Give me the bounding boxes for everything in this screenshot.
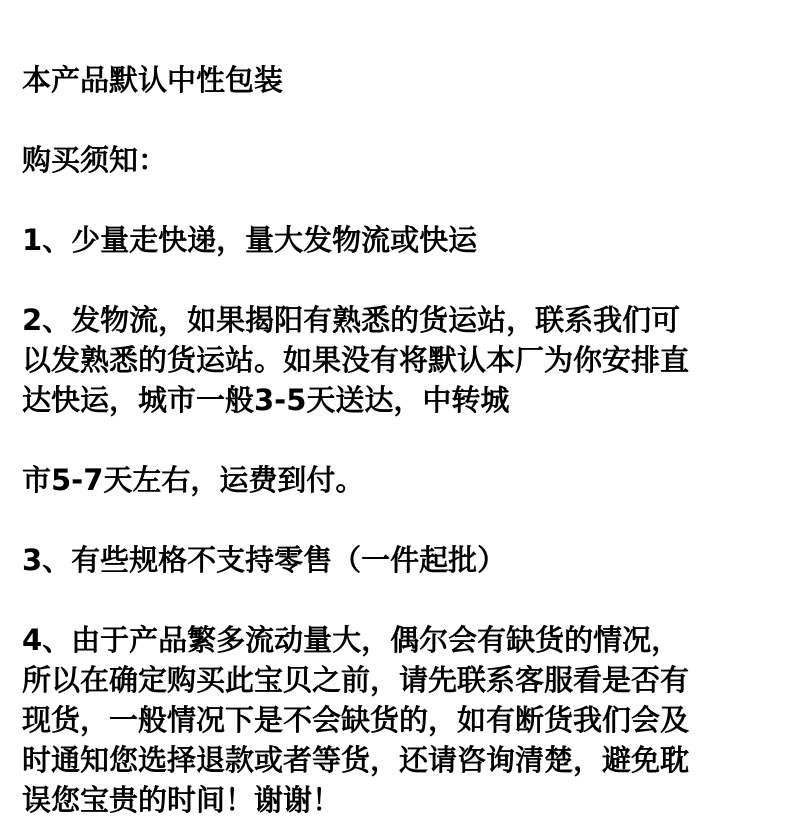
notice-item-4-line-5: 误您宝贵的时间！谢谢！ <box>22 783 342 817</box>
notice-item-4-line-4: 时通知您选择退款或者等货，还请咨询清楚，避免耽 <box>22 743 690 777</box>
notice-item-4-line-1: 4、由于产品繁多流动量大，偶尔会有缺货的情况， <box>22 623 681 657</box>
notice-item-4-line-3: 现货，一般情况下是不会缺货的，如有断货我们会及 <box>22 703 690 737</box>
notice-item-2-line-3: 达快运，城市一般3-5天送达，中转城 <box>22 383 510 417</box>
spacer <box>22 100 770 140</box>
notice-item-3: 3、有些规格不支持零售（一件起批） <box>22 543 507 577</box>
purchase-notice-title: 购买须知： <box>22 143 168 177</box>
spacer <box>22 580 770 620</box>
packaging-heading: 本产品默认中性包装 <box>22 63 284 97</box>
notice-item-2-line-1: 2、发物流，如果揭阳有熟悉的货运站，联系我们可 <box>22 303 681 337</box>
spacer <box>22 180 770 220</box>
spacer <box>22 420 770 460</box>
notice-item-4-line-2: 所以在确定购买此宝贝之前，请先联系客服看是否有 <box>22 663 690 697</box>
notice-document <box>22 60 770 820</box>
notice-item-1: 1、少量走快递，量大发物流或快运 <box>22 223 478 257</box>
notice-item-2-line-2: 以发熟悉的货运站。如果没有将默认本厂为你安排直 <box>22 343 690 377</box>
notice-item-2-line-4: 市5-7天左右，运费到付。 <box>22 463 365 497</box>
spacer <box>22 260 770 300</box>
spacer <box>22 500 770 540</box>
